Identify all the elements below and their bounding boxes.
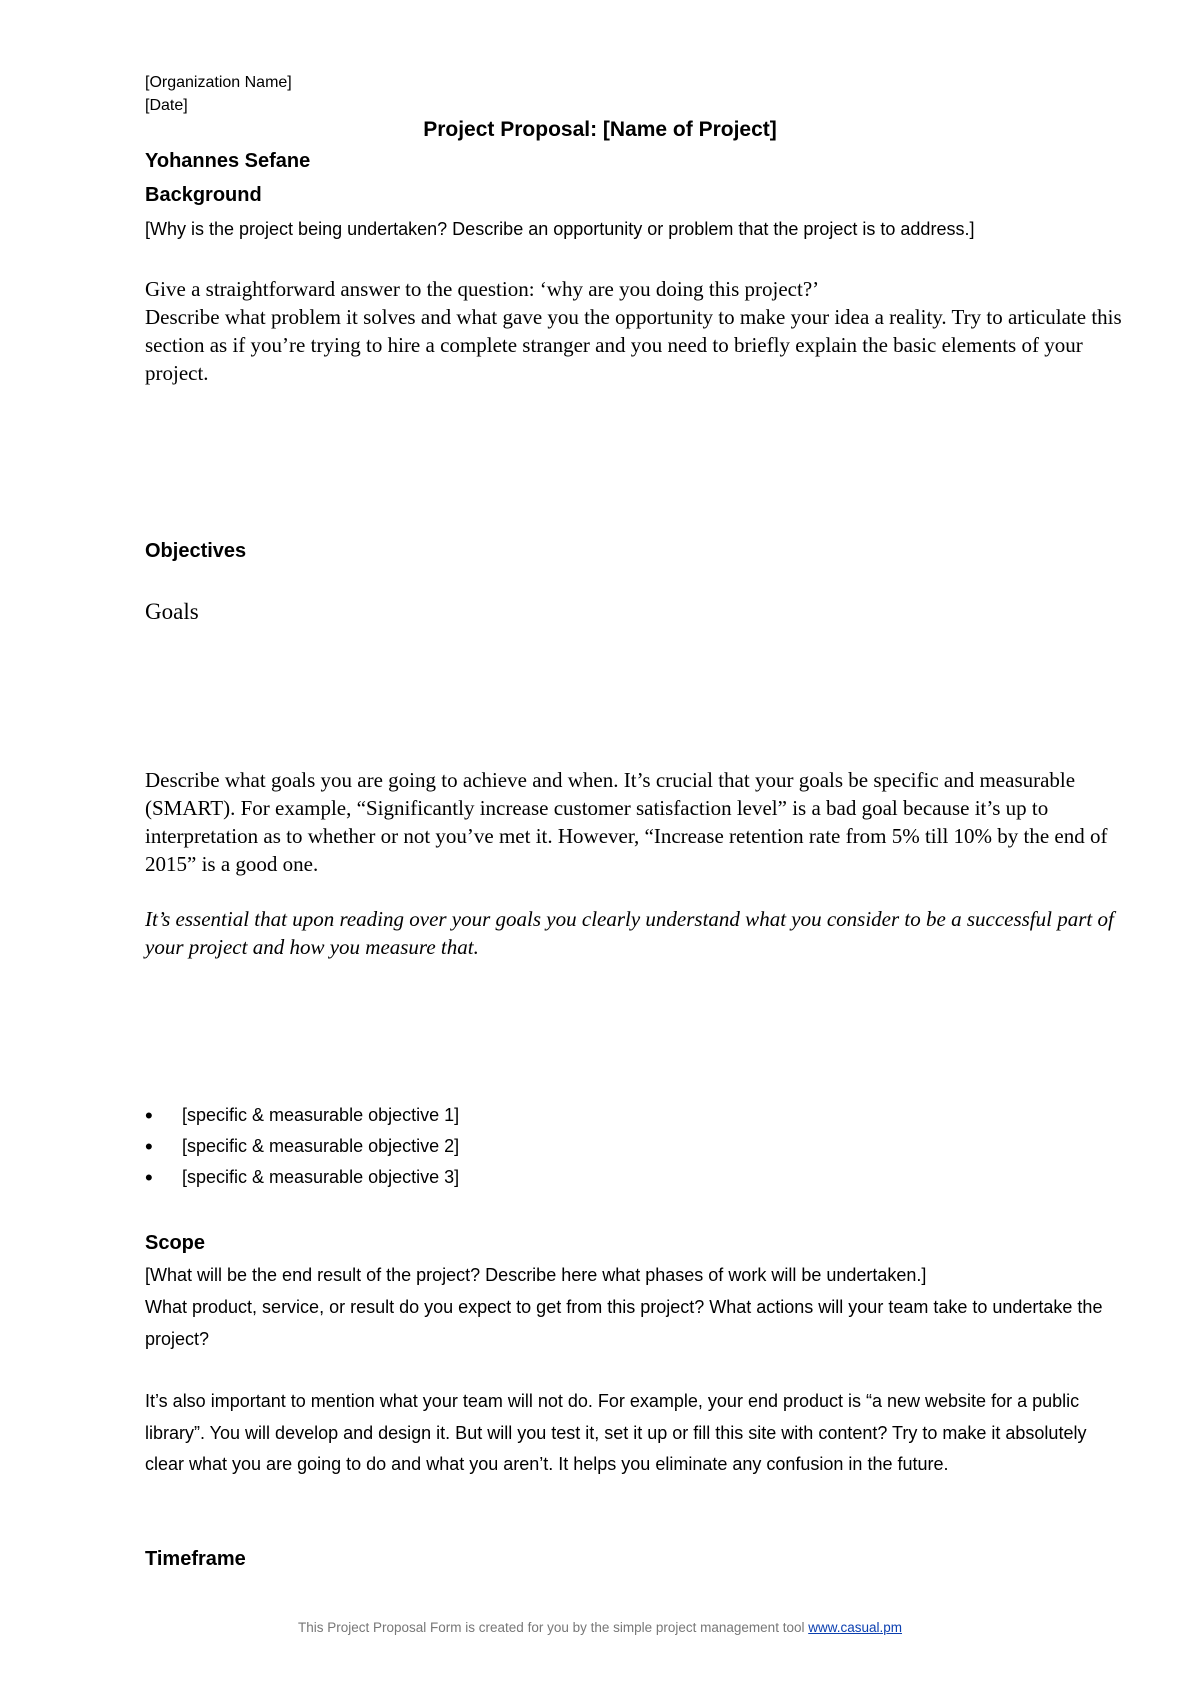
footer bbox=[0, 1620, 1200, 1635]
scope-prompt: [What will be the end result of the project? Describe here what phases of work will be undertaken.] bbox=[145, 1265, 927, 1285]
footer-link[interactable]: www.casual.pm bbox=[808, 1620, 903, 1635]
scope-heading: Scope bbox=[145, 1232, 206, 1254]
scope-paragraph-1: What product, service, or result do you expect to get from this project? What actions will your team take to undertake the project? bbox=[145, 1297, 1103, 1349]
background-paragraph: Describe what problem it solves and what gave you the opportunity to make your idea a reality. Try to articulate this section as if you’re trying to hire a complete stranger and you need to briefly explain the basic elements of your project. bbox=[145, 305, 1122, 385]
goals-heading: Goals bbox=[145, 599, 199, 624]
author-name: Yohannes Sefane bbox=[145, 150, 311, 172]
background-question: Give a straightforward answer to the question: ‘why are you doing this project?’ bbox=[145, 277, 820, 301]
list-item: • [specific & measurable objective 2] bbox=[145, 1131, 459, 1162]
objectives-list bbox=[145, 1100, 459, 1193]
footer-text: This Project Proposal Form is created for you by the simple project management tool bbox=[297, 1620, 809, 1635]
page-title: Project Proposal: [Name of Project] bbox=[423, 118, 777, 141]
list-item: • [specific & measurable objective 1] bbox=[145, 1100, 459, 1131]
scope-paragraph-2: It’s also important to mention what your team will not do. For example, your end product is “a new website for a public library”. You will develop and design it. But will you test it, set it up or fill this site with content? Try to make it absolutely clear what you are going to do and what you aren’t. It helps you eliminate any confusion in the future. bbox=[145, 1391, 1087, 1474]
background-heading: Background bbox=[145, 184, 262, 206]
organization-name: [Organization Name] bbox=[145, 74, 292, 91]
goals-paragraph: Describe what goals you are going to achieve and when. It’s crucial that your goals be specific and measurable (SMART). For example, “Significantly increase customer satisfaction level” is a bad goal because it’s up to interpretation as to whether or not you’ve met it. However, “Increase retention rate from 5% till 10% by the end of 2015” is a good one. bbox=[145, 768, 1108, 876]
list-item: • [specific & measurable objective 3] bbox=[145, 1162, 459, 1193]
goals-italic-note: It’s essential that upon reading over your goals you clearly understand what you consider to be a successful part of your project and how you measure that. bbox=[145, 907, 1114, 959]
objectives-heading: Objectives bbox=[145, 540, 247, 562]
timeframe-heading: Timeframe bbox=[145, 1548, 246, 1570]
background-prompt: [Why is the project being undertaken? Describe an opportunity or problem that the project is to address.] bbox=[145, 219, 975, 239]
date: [Date] bbox=[145, 97, 188, 114]
